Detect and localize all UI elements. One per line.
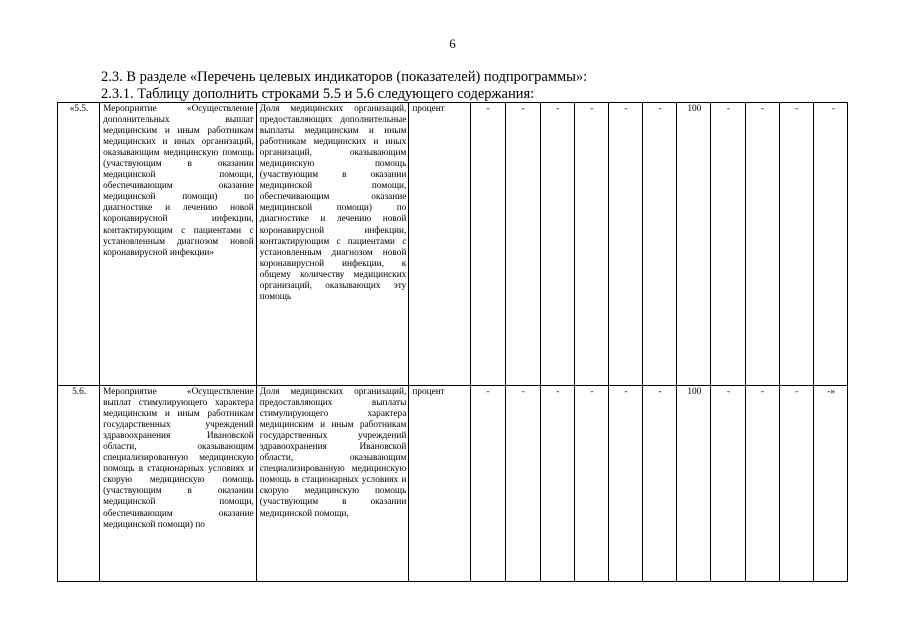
value-cell: - [505, 386, 540, 582]
value-cell: 100 [677, 386, 711, 582]
unit-cell: процент [409, 103, 470, 386]
value-cell: -» [813, 386, 847, 582]
value-cell: - [505, 103, 540, 386]
value-cell: - [470, 103, 505, 386]
page-number: 6 [449, 36, 456, 51]
value-cell: - [813, 103, 847, 386]
event-cell: Мероприятие «Осуществление дополнительных выплат медицинским и иным работникам медицинских и иных организаций, оказывающим медицинскую помощь (участвующим в оказании медицинской помощи, обеспечивающим оказание медицинской помощи) по диагностике и лечению новой коронавирусной инфекции, контактирующим с пациентами с установленным диагнозом новой коронавирусной инфекции» [100, 103, 257, 386]
value-cell: - [643, 103, 677, 386]
value-cell: 100 [677, 103, 711, 386]
indicators-table [57, 102, 848, 582]
value-cell: - [745, 103, 779, 386]
value-cell: - [609, 386, 643, 582]
value-cell: - [779, 386, 813, 582]
value-cell: - [470, 386, 505, 582]
value-cell: - [540, 103, 574, 386]
row-number: 5.6. [58, 386, 100, 582]
value-cell: - [711, 386, 745, 582]
value-cell: - [711, 103, 745, 386]
indicator-cell: Доля медицинских организаций, предоставляющих дополнительные выплаты медицинским и иным работникам медицинских и иных организаций, оказывающим медицинскую помощь (участвующим в оказании медицинской помощи, обеспечивающим оказание медицинской помощи) по диагностике и лечению новой коронавирусной инфекции, контактирующим с пациентами с установленным диагнозом новой коронавирусной инфекции, к общему количеству медицинских организаций, оказывающих эту помощь [256, 103, 409, 386]
event-cell: Мероприятие «Осуществление выплат стимулирующего характера медицинским и иным работникам государственных учреждений здравоохранения Ивановской области, оказывающим специализированную медицинскую помощь в стационарных условиях и скорую медицинскую помощь (участвующим в оказании медицинской помощи, обеспечивающим оказание медицинской помощи) по [100, 386, 257, 582]
value-cell: - [643, 386, 677, 582]
value-cell: - [574, 103, 608, 386]
indicator-cell: Доля медицинских организаций, предоставляющих выплаты стимулирующего характера медицинским и иным работникам государственных учреждений здравоохранения Ивановской области, оказывающим специализированную медицинскую помощь в стационарных условиях и скорую медицинскую помощь (участвующим в оказании медицинской помощи, [256, 386, 409, 582]
value-cell: - [540, 386, 574, 582]
section-heading: 2.3. В разделе «Перечень целевых индикаторов (показателей) подпрограммы»: [101, 69, 588, 85]
table-row [58, 386, 848, 582]
table-row [58, 103, 848, 386]
unit-cell: процент [409, 386, 470, 582]
value-cell: - [609, 103, 643, 386]
value-cell: - [779, 103, 813, 386]
subsection-heading: 2.3.1. Таблицу дополнить строками 5.5 и 5.6 следующего содержания: [101, 86, 535, 102]
row-number: «5.5. [58, 103, 100, 386]
value-cell: - [574, 386, 608, 582]
value-cell: - [745, 386, 779, 582]
